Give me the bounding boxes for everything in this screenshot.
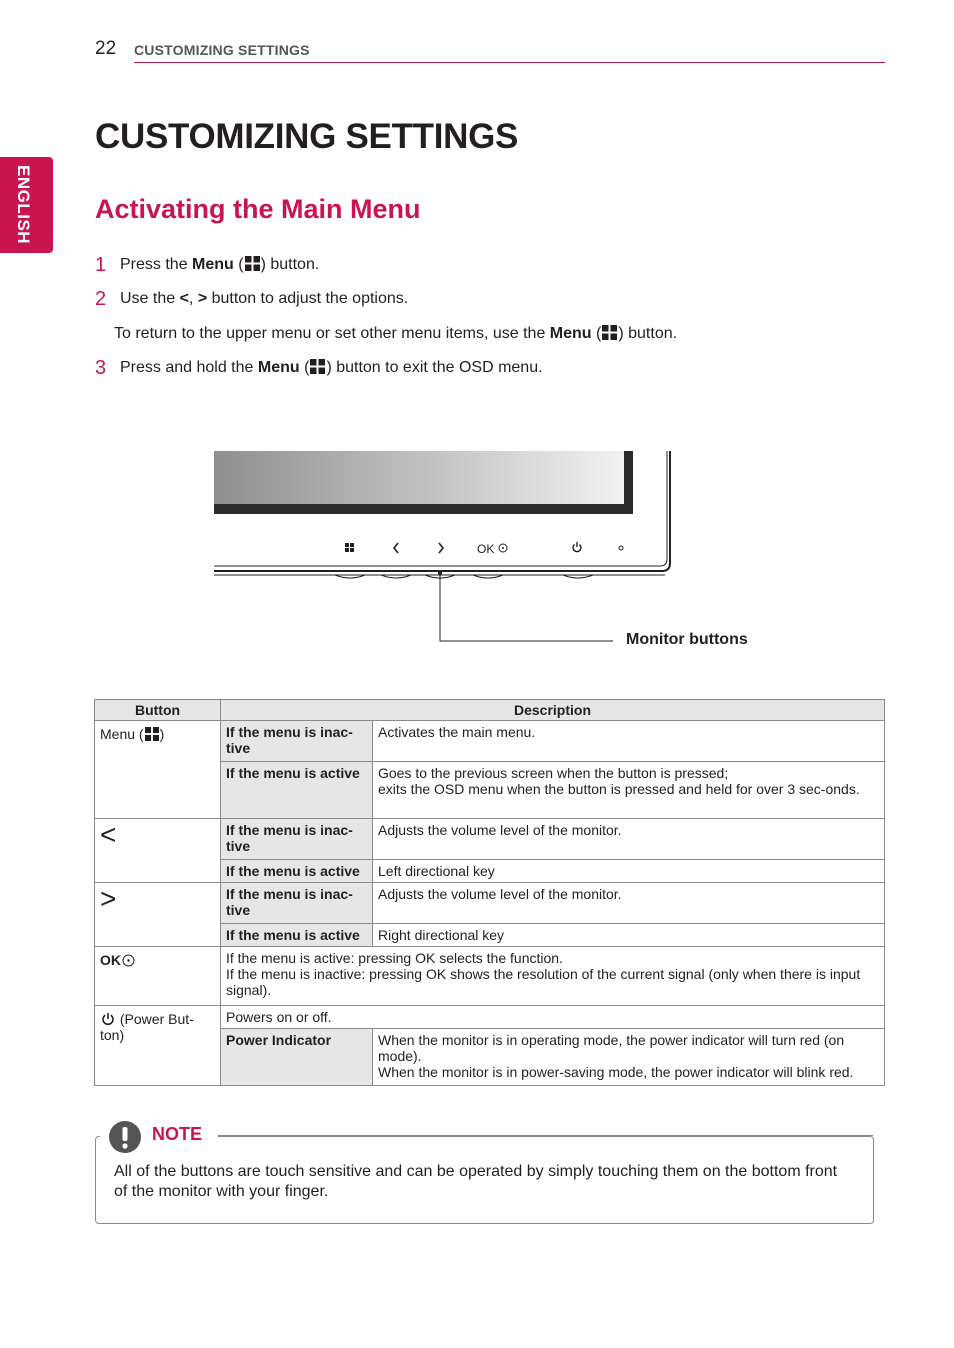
- step-number-1: 1: [95, 254, 107, 276]
- right-button-icon: [439, 543, 443, 553]
- power-button-cell: (Power But-ton): [95, 1006, 221, 1086]
- condition-inactive: If the menu is inac-tive: [221, 721, 373, 762]
- description-cell: Left directional key: [373, 860, 885, 883]
- menu-icon: [245, 256, 260, 271]
- ok-button-label: OK: [477, 542, 495, 556]
- running-head: CUSTOMIZING SETTINGS: [134, 42, 310, 58]
- callout-line: [439, 572, 614, 642]
- menu-button-icon: [345, 543, 354, 552]
- description-cell: Right directional key: [373, 924, 885, 947]
- condition-active: If the menu is active: [221, 762, 373, 819]
- monitor-screen: [214, 451, 633, 514]
- condition-power-indicator: Power Indicator: [221, 1029, 373, 1086]
- condition-active: If the menu is active: [221, 860, 373, 883]
- table-row: [95, 721, 885, 762]
- table-row: [95, 819, 885, 860]
- step-number-3: 3: [95, 357, 107, 379]
- table-row: [95, 947, 885, 1006]
- table-row: [95, 883, 885, 924]
- ok-circle-icon: [122, 954, 135, 967]
- monitor-buttons-callout: Monitor buttons: [626, 631, 748, 648]
- menu-button-cell: Menu ( ): [95, 721, 221, 819]
- note-label: NOTE: [152, 1124, 203, 1144]
- language-tab: [0, 157, 53, 253]
- step-number-2: 2: [95, 288, 107, 310]
- table-row: [95, 1006, 885, 1029]
- language-label: ENGLISH: [14, 165, 33, 245]
- left-chevron-icon: <: [100, 819, 117, 850]
- left-button-icon: [394, 543, 398, 553]
- step-text-2-note: To return to the upper menu or set other menu items, use the Menu ( ) button.: [114, 325, 678, 342]
- condition-active: If the menu is active: [221, 924, 373, 947]
- description-cell: Goes to the previous screen when the button is pressed; exits the OSD menu when the button is pressed and held for over 3 sec-onds.: [373, 762, 885, 819]
- condition-inactive: If the menu is inac-tive: [221, 819, 373, 860]
- note-text: All of the buttons are touch sensitive and can be operated by simply touching them on the bottom front of the monitor with your finger.: [114, 1163, 838, 1200]
- step-text-1: Press the Menu ( ) button.: [120, 256, 320, 273]
- ok-button-icon: [499, 544, 507, 552]
- menu-icon: [310, 359, 325, 374]
- ok-button-cell: OK: [95, 947, 221, 1006]
- left-button-cell: [95, 819, 221, 883]
- button-table: [94, 699, 885, 1086]
- note-rule: [218, 1135, 873, 1136]
- section-title: Activating the Main Menu: [95, 194, 421, 224]
- power-indicator-icon: [619, 546, 623, 550]
- description-cell: Powers on or off.: [221, 1006, 885, 1029]
- description-cell: Activates the main menu.: [373, 721, 885, 762]
- right-button-cell: [95, 883, 221, 947]
- description-cell: When the monitor is in operating mode, the power indicator will turn red (on mode). When the monitor is in power-saving mode, the power indicator will blink red.: [373, 1029, 885, 1086]
- monitor-diagram: [205, 445, 765, 660]
- table-header-description: Description: [221, 700, 885, 721]
- table-header-button: Button: [95, 700, 221, 721]
- header-rule: [134, 62, 885, 63]
- page-number: 22: [95, 38, 117, 59]
- condition-inactive: If the menu is inac-tive: [221, 883, 373, 924]
- step-text-3: Press and hold the Menu ( ) button to exit the OSD menu.: [120, 359, 543, 376]
- power-icon: [101, 1012, 115, 1026]
- step-text-2: Use the <, > button to adjust the options.: [120, 290, 409, 307]
- menu-icon: [145, 727, 159, 741]
- power-button-icon: [573, 542, 581, 552]
- right-chevron-icon: >: [100, 883, 117, 914]
- description-cell: Adjusts the volume level of the monitor.: [373, 819, 885, 860]
- menu-icon: [602, 325, 617, 340]
- exclamation-icon: [109, 1121, 141, 1153]
- page-title: CUSTOMIZING SETTINGS: [95, 117, 519, 156]
- description-cell: If the menu is active: pressing OK selects the function. If the menu is inactive: pressing OK shows the resolution of the current signal (only when there is input signal).: [221, 947, 885, 1006]
- description-cell: Adjusts the volume level of the monitor.: [373, 883, 885, 924]
